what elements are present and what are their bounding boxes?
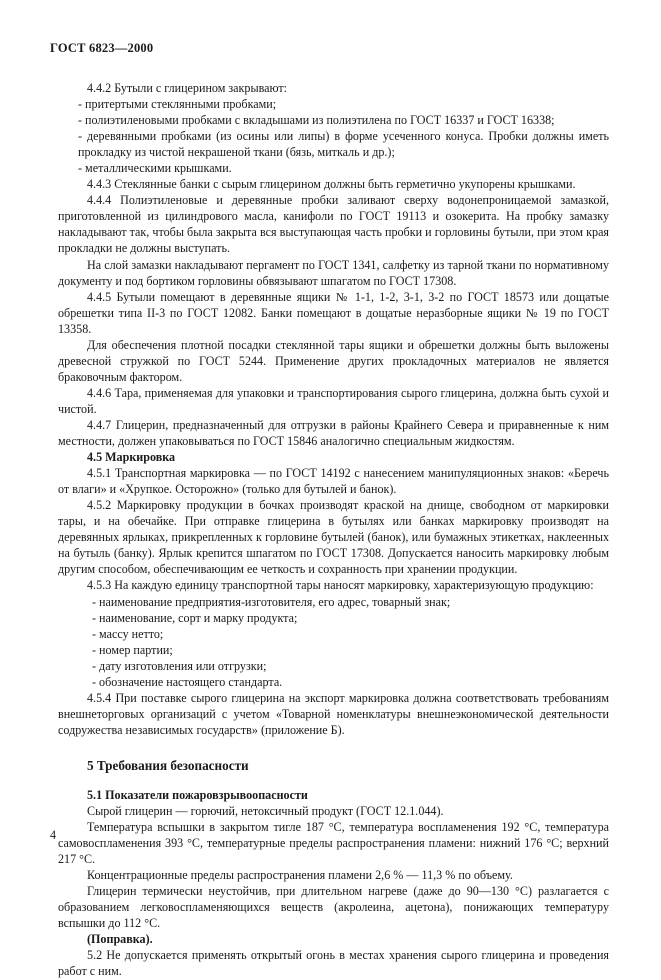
clause-4-5-3-item-1: - наименование предприятия-изготовителя, его адрес, товарный знак; <box>92 594 451 609</box>
clause-4-4-2-item-4: - металлическими крышками. <box>78 161 232 176</box>
clause-5-1-paragraph-3: Концентрационные пределы распространения пламени 2,6 % — 11,3 % по объему. <box>87 868 513 883</box>
clause-4-5-1: 4.5.1 Транспортная маркировка — по ГОСТ 14192 с нанесением манипуляционных знаков: «Беречь от влаги» и «Хрупкое. Осторожно» (только для бутылей и банок). <box>58 466 609 497</box>
clause-4-4-6: 4.4.6 Тара, применяемая для упаковки и транспортирования сырого глицерина, должна быть сухой и чистой. <box>58 385 609 416</box>
document-header-standard-number: ГОСТ 6823—2000 <box>50 41 154 55</box>
clause-5-2: 5.2 Не допускается применять открытый огонь в местах хранения сырого глицерина и проведения работ с ним. <box>58 948 609 979</box>
clause-4-5-3-item-4: - номер партии; <box>92 642 173 657</box>
heading-4-5-markirovka: 4.5 Маркировка <box>87 450 176 465</box>
clause-4-5-3-item-5: - дату изготовления или отгрузки; <box>92 658 267 673</box>
clause-4-5-3: 4.5.3 На каждую единицу транспортной тары наносят маркировку, характеризующую продукцию: <box>87 578 594 593</box>
section-spacer <box>58 738 609 758</box>
clause-4-4-4-continued: На слой замазки накладывают пергамент по ГОСТ 1341, салфетку из тарной ткани по нормативному документу и под бортиком горловины обвязывают шпагатом по ГОСТ 17308. <box>58 257 609 288</box>
clause-4-5-3-item-2: - наименование, сорт и марку продукта; <box>92 610 298 625</box>
heading-5-1-pokazateli: 5.1 Показатели пожаровзрывоопасности <box>87 787 308 802</box>
clause-4-4-2-item-3: - деревянными пробками (из осины или липы) в форме усеченного конуса. Пробки должны иметь прокладку из чистой некрашеной ткани (бязь, миткаль и др.); <box>78 129 609 160</box>
heading-spacer <box>58 774 609 787</box>
clause-4-4-4: 4.4.4 Полиэтиленовые и деревянные пробки заливают сверху водонепроницаемой замазкой, приготовленной из цилиндрового масла, канифоли по ГОСТ 19113 и озокерита. На пробку замазку накладывают так, чтобы была закрыта вся выступающая часть пробки и горловины бутыли, при этом края прокладки не должны выступать. <box>58 193 609 256</box>
clause-4-4-2-item-2: - полиэтиленовыми пробками с вкладышами из полиэтилена по ГОСТ 16337 и ГОСТ 16338; <box>78 113 555 128</box>
clause-4-4-5: 4.4.5 Бутыли помещают в деревянные ящики № 1-1, 1-2, 3-1, 3-2 по ГОСТ 18573 или дощатые обрешетки типа II-3 по ГОСТ 12082. Банки помещают в дощатые неразборные ящики № 19 по ГОСТ 13358. <box>58 289 609 336</box>
clause-4-4-3: 4.4.3 Стеклянные банки с сырым глицерином должны быть герметично укупорены крышками. <box>87 177 576 192</box>
amendment-note: (Поправка). <box>87 932 153 947</box>
clause-4-5-3-item-6: - обозначение настоящего стандарта. <box>92 674 283 689</box>
clause-4-4-5-continued: Для обеспечения плотной посадки стеклянной тары ящики и обрешетки должны быть выложены древесной стружкой по ГОСТ 5244. Применение других прокладочных материалов не является браковочным фактором. <box>58 337 609 384</box>
clause-4-5-3-item-3: - массу нетто; <box>92 626 164 641</box>
clause-4-4-2-intro: 4.4.2 Бутыли с глицерином закрывают: <box>87 81 288 95</box>
clause-4-4-7: 4.4.7 Глицерин, предназначенный для отгрузки в районы Крайнего Севера и приравненные к ним местности, должен упаковываться по ГОСТ 15846 аналогично специальным жидкостям. <box>58 417 609 449</box>
document-body <box>58 80 609 980</box>
clause-4-4-2-item-1: - притертыми стеклянными пробками; <box>78 97 277 112</box>
clause-5-1-paragraph-4: Глицерин термически неустойчив, при длительном нагреве (даже до 90—130 °С) разлагается с образованием легковоспламеняющихся веществ (акролеина, ацетона), понижающих температуру вспышки до 112 °С. <box>58 884 609 931</box>
clause-5-1-paragraph-1: Сырой глицерин — горючий, нетоксичный продукт (ГОСТ 12.1.044). <box>87 804 444 819</box>
clause-4-5-4: 4.5.4 При поставке сырого глицерина на экспорт маркировка должна соответствовать требованиям внешнеторговых организаций с учетом «Товарной номенклатуры внешнеэкономической деятельности содружества независимых государств» (приложение Б). <box>58 690 609 737</box>
page-number: 4 <box>50 828 57 842</box>
clause-4-5-2: 4.5.2 Маркировку продукции в бочках производят краской на днище, свободном от маркировки тары, и на обечайке. При отправке глицерина в бутылях или банках маркировку производят на деревянных ярлыках, прикрепленных к горловине бутылей (банок), или бумажных этикетках, наклеенных на бутыль (банку). Ярлык крепится шпагатом по ГОСТ 17308. Допускается наносить маркировку любым другим способом, обеспечивающим ее четкость и сохранность при хранении продукции. <box>58 498 609 577</box>
clause-5-1-paragraph-2: Температура вспышки в закрытом тигле 187 °С, температура воспламенения 192 °С, температура самовоспламенения 393 °С, температурные пределы распространения пламени: нижний 176 °С; верхний 217 °С. <box>58 820 609 867</box>
heading-5-trebovaniya-bezopasnosti: 5 Требования безопасности <box>87 757 249 773</box>
